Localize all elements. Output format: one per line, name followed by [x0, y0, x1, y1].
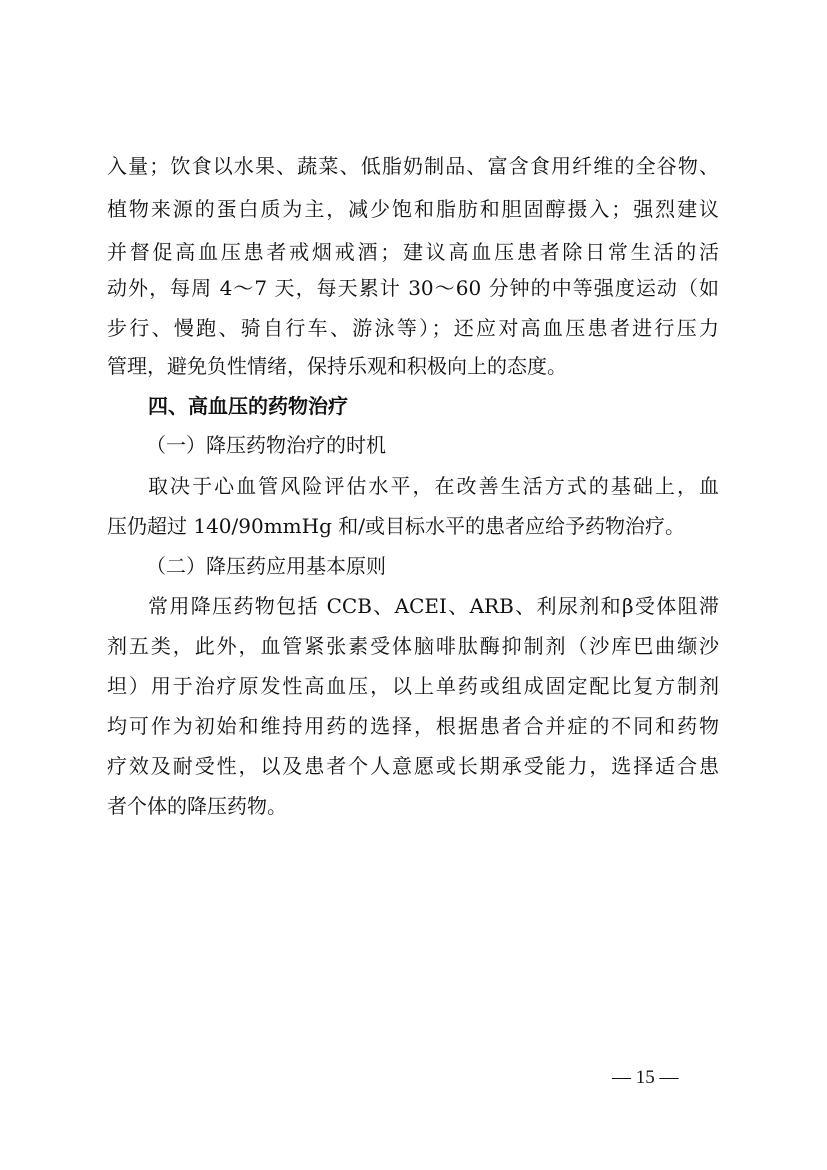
paragraph-line: 者个体的降压药物。	[107, 794, 287, 818]
paragraph-line: 步行、慢跑、骑自行车、游泳等）；还应对高血压患者进行压力	[107, 316, 719, 340]
paragraph-line: 动外，每周 4～7 天，每天累计 30～60 分钟的中等强度运动（如	[107, 276, 719, 300]
section-heading: 四、高血压的药物治疗	[148, 394, 348, 418]
paragraph-line: 均可作为初始和维持用药的选择，根据患者合并症的不同和药物	[107, 714, 719, 738]
page-number: — 15 —	[612, 1067, 679, 1088]
paragraph-line: 取决于心血管风险评估水平，在改善生活方式的基础上，血	[148, 474, 719, 498]
paragraph-line: 剂五类，此外，血管紧张素受体脑啡肽酶抑制剂（沙库巴曲缬沙	[107, 634, 719, 658]
paragraph-line: 植物来源的蛋白质为主，减少饱和脂肪和胆固醇摄入；强烈建议	[107, 197, 719, 221]
paragraph-line: 常用降压药物包括 CCB、ACEI、ARB、利尿剂和β受体阻滞	[148, 594, 719, 618]
subsection-heading: （二）降压药应用基本原则	[146, 554, 386, 578]
paragraph-line: 坦）用于治疗原发性高血压，以上单药或组成固定配比复方制剂	[107, 674, 719, 698]
paragraph-line: 并督促高血压患者戒烟戒酒；建议高血压患者除日常生活的活	[107, 240, 719, 264]
subsection-heading: （一）降压药物治疗的时机	[146, 433, 386, 457]
paragraph-line: 压仍超过 140/90mmHg 和/或目标水平的患者应给予药物治疗。	[107, 514, 685, 538]
paragraph-line: 管理，避免负性情绪，保持乐观和积极向上的态度。	[107, 354, 567, 378]
paragraph-line: 疗效及耐受性，以及患者个人意愿或长期承受能力，选择适合患	[107, 754, 719, 778]
paragraph-line: 入量；饮食以水果、蔬菜、低脂奶制品、富含食用纤维的全谷物、	[107, 154, 719, 178]
